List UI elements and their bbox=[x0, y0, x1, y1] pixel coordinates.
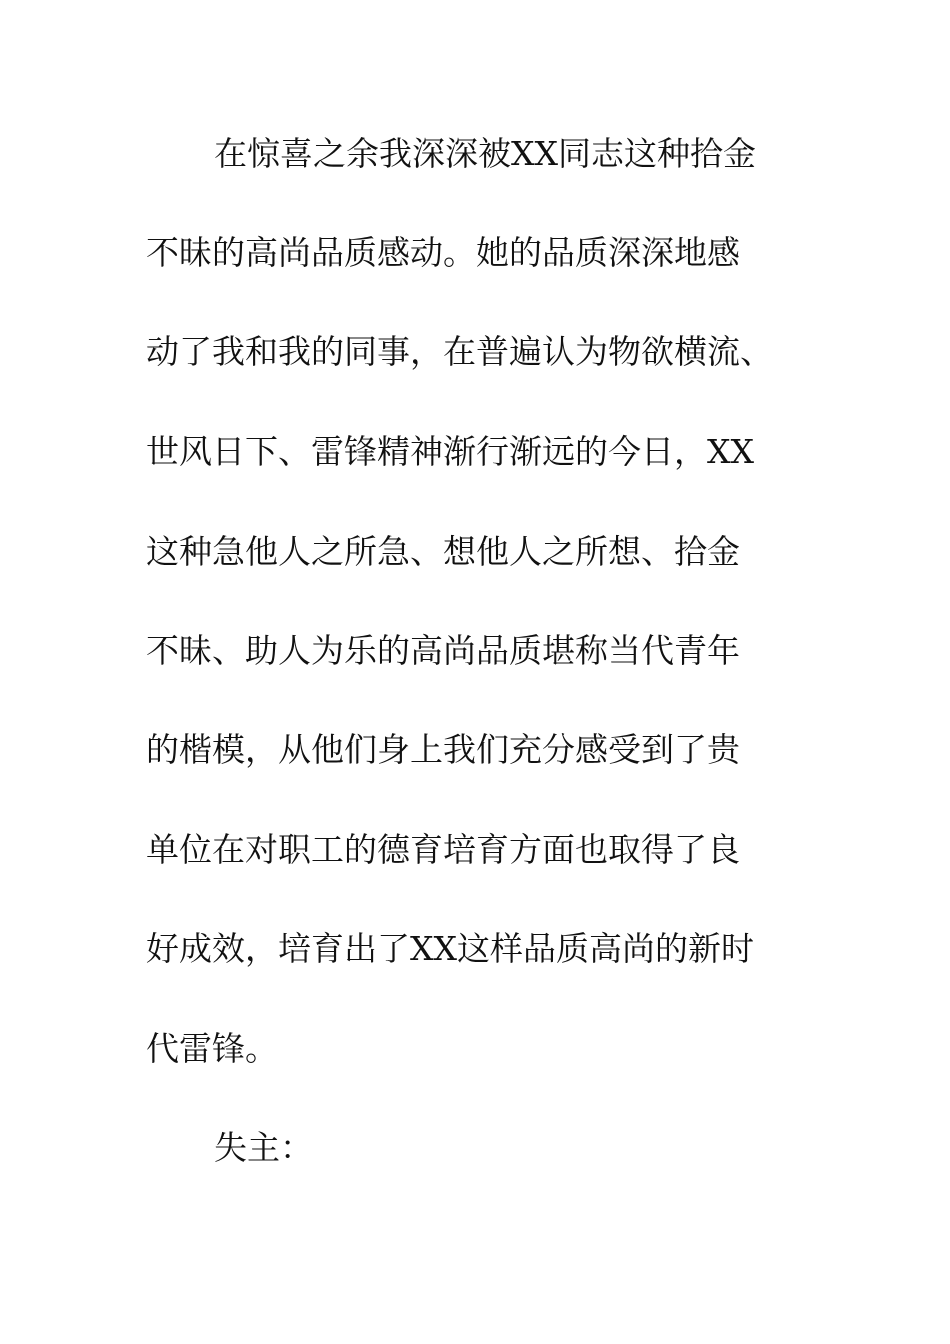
paragraph-line-9: 好成效，培育出了XX这样品质高尚的新时 bbox=[146, 929, 754, 968]
paragraph-line-5: 这种急他人之所急、想他人之所想、拾金 bbox=[146, 532, 740, 571]
paragraph-line-8: 单位在对职工的德育培育方面也取得了良 bbox=[146, 830, 740, 869]
paragraph-line-3: 动了我和我的同事，在普遍认为物欲横流、 bbox=[146, 332, 773, 371]
paragraph-line-1: 在惊喜之余我深深被XX同志这种拾金 bbox=[214, 134, 756, 173]
paragraph-line-4: 世风日下、雷锋精神渐行渐远的今日，XX bbox=[146, 432, 754, 471]
paragraph-line-7: 的楷模，从他们身上我们充分感受到了贵 bbox=[146, 730, 740, 769]
paragraph-line-10: 代雷锋。 bbox=[146, 1029, 278, 1068]
paragraph-line-2: 不昧的高尚品质感动。她的品质深深地感 bbox=[146, 233, 740, 272]
salutation-line: 失主： bbox=[214, 1128, 313, 1167]
paragraph-line-6: 不昧、助人为乐的高尚品质堪称当代青年 bbox=[146, 631, 740, 670]
